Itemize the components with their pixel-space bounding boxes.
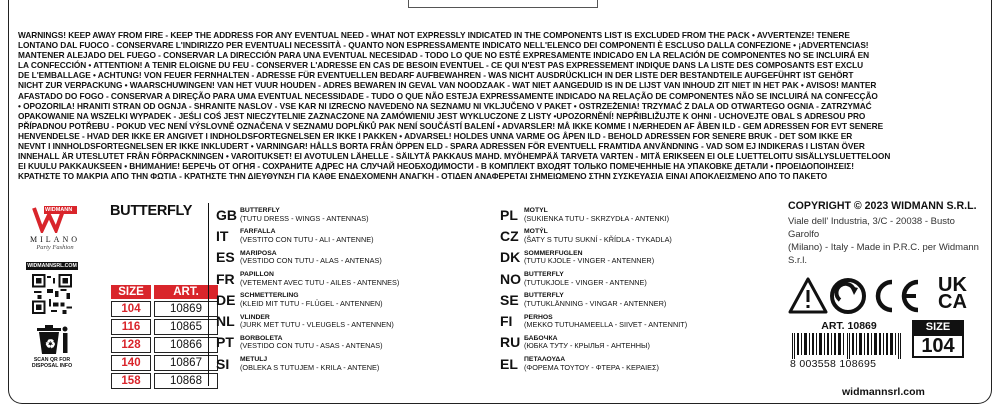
art-column-header: ART. — [154, 285, 218, 299]
language-code: SE — [500, 291, 519, 308]
scan-text-line-2: DISPOSAL INFO — [31, 363, 73, 369]
ean-number: 8 003558 108695 — [790, 358, 877, 370]
ce-mark-icon — [878, 282, 918, 310]
brand-block — [22, 205, 88, 251]
language-row — [216, 310, 476, 331]
language-row — [216, 247, 476, 268]
language-row — [500, 310, 760, 331]
language-desc: (VESTITO CON TUTU - ALI - ANTENNE) — [240, 234, 374, 244]
qr-code-icon[interactable] — [32, 274, 72, 314]
language-row — [216, 353, 476, 374]
language-row — [500, 204, 760, 225]
brand-tagline: Party Fashion — [36, 244, 74, 251]
size-box-value: 104 — [912, 334, 964, 358]
recycle-loop-icon — [832, 280, 864, 312]
language-desc: (KLEID MIT TUTU - FLÜGEL - ANTENNEN) — [240, 298, 383, 308]
svg-text:♻: ♻ — [45, 337, 56, 351]
warning-line: MANTENER ALEJADO DEL FUEGO - CONSERVAR LA DIRECCIÓN PARA UNA EVENTUAL NECESIDAD - TODO LO QUE NO ESTÉ EXPRESAMENTE INDICADO EN LA RELACIÓN DE COMPONENTES NO SE INCLUIRÁ EN — [18, 50, 870, 61]
art-cell: 10869 — [154, 301, 218, 317]
size-cell: 140 — [111, 355, 151, 371]
language-row — [216, 268, 476, 289]
art-cell: 10866 — [154, 337, 218, 353]
language-desc: (VESTIDO CON TUTU - ASAS - ANTENAS) — [240, 341, 383, 351]
scan-qr-text — [26, 357, 78, 369]
language-row — [500, 225, 760, 246]
warning-line: LONTANO DAL FUOCO - CONSERVARE L'INDIRIZZO PER EVENTUALI NECESSITÀ - QUANTO NON ESPRESSAMENTE INDICATO NELL'ELENCO DEI COMPONENTI È ESCLUSO DALLA CONFEZIONE • ¡ADVERTENCIAS! — [18, 40, 869, 51]
copyright-text: COPYRIGHT © 2023 WIDMANN S.R.L. — [788, 200, 977, 212]
table-row — [111, 373, 218, 389]
language-row — [216, 204, 476, 225]
art-number: ART. 10869 — [821, 320, 877, 332]
size-cell: 104 — [111, 301, 151, 317]
company-block — [788, 200, 984, 398]
language-row — [500, 353, 760, 374]
language-desc: (VESTIDO CON TUTU - ALAS - ANTENAS) — [240, 256, 382, 266]
language-code: PL — [500, 206, 518, 223]
size-cell: 158 — [111, 373, 151, 389]
top-notch — [408, 0, 598, 8]
language-name: BORBOLETA — [240, 334, 283, 342]
warning-line: WARNINGS! KEEP AWAY FROM FIRE - KEEP THE ADDRESS FOR ANY EVENTUAL NEED - WHAT NOT EXPRESSLY INDICATED IN THE COMPONENTS LIST IS EXCLUDED FROM THE PACK • AVVERTENZE! TENERE — [18, 30, 850, 40]
language-name: MOTYL — [524, 207, 548, 215]
language-code: NO — [500, 270, 521, 287]
warning-line: NEVNT I INNHOLDSFORTEGNELSEN ER IKKE INKLUDERT • VARNINGAR! HÅLLS BORTA FRÅN ÖPPEN ELD - SPARA ADRESSEN FÖR EVENTUELL FRAMTIDA ANVÄNDNING - VAD SOM EJ INDIKERAS I LISTAN ÖVER — [18, 141, 865, 152]
language-name: METULJ — [240, 356, 268, 364]
size-cell: 116 — [111, 319, 151, 335]
language-name: PAPILLON — [240, 271, 274, 279]
language-row — [500, 268, 760, 289]
language-name: БАБОЧКА — [524, 334, 558, 342]
ukca-bottom: CA — [938, 291, 967, 313]
qr-block — [26, 262, 78, 369]
language-code: PT — [216, 334, 234, 351]
language-name: PERHOS — [524, 313, 553, 321]
warning-line: • OPOZORILA! HRANITI STRAN OD OGNJA - SHRANITE NASLOV - VSE KAR NI IZRECNO NAVEDENO NA SEZNAMU NI VKLJUČENO V PAKET • OSTRZEŻENIA! TRZYMAĆ Z DALA OD OTWARTEGO OGNIA - ZATRZYMAĆ — [18, 100, 872, 111]
language-code: NL — [216, 313, 235, 330]
warning-line: OPAKOWANIE NA WSZELKI WYPADEK - JEŚLI COŚ JEST NIECZYTELNIE ZAZNACZONE NA ZAMÓWIENIU JEST WYKLUCZONE Z LISTY •UPOZORNĚNÍ! NEPŘIBLIŽUJTE K OHNI - UCHOVEJTE OBAL S ADRESOU PRO — [18, 110, 866, 121]
language-name: SCHMETTERLING — [240, 292, 299, 300]
warning-line: DE L'EMBALLAGE • ACHTUNG! VON FEUER FERNHALTEN - ADRESSE FÜR EVENTUELLEN BEDARF AUFBEWAHREN - WAS NICHT AUSDRÜCKLICH IN DER LISTE DER BESTANDTEILE AUFGEFÜHRT IST GEHÖRT — [18, 70, 854, 81]
language-desc: (VETEMENT AVEC TUTU - AILES - ANTENNES) — [240, 277, 400, 287]
logo-text: WIDMANN — [45, 207, 73, 213]
table-row — [111, 319, 218, 335]
warning-line: AFASTADO DO FOGO - CONSERVAR A DIREÇÃO PARA UMA EVENTUAL NECESSIDADE - TUDO O QUE NÃO ESTEJA EXPRESSAMENTE INDICADO NA RELAÇÃO DE COMPONENTES NÃO SE INCLUIRÁ NA CONFECÇÃO — [18, 90, 878, 101]
language-code: ES — [216, 249, 235, 266]
size-box-label: SIZE — [912, 320, 964, 334]
language-code: GB — [216, 206, 237, 223]
address-line-2: (Milano) - Italy - Made in P.R.C. per Widmann S.r.l. — [788, 242, 979, 266]
language-desc: (ΦΟΡΕΜΑ ΤΟΥΤΟΥ - ΦΤΕΡΑ - ΚΕΡΑΙΕΣ) — [524, 362, 659, 372]
language-code: FI — [500, 313, 513, 330]
ukca-mark — [938, 274, 978, 313]
language-name: SOMMERFUGLEN — [524, 249, 583, 257]
language-row — [216, 225, 476, 246]
language-code: SI — [216, 355, 230, 372]
barcode-icon — [790, 333, 908, 359]
language-desc: (MEKKO TUTUHAMEELLA - SIIVET - ANTENNIT) — [524, 320, 688, 330]
warning-line: LA CONFECCIÓN • ATTENTION! A TENIR ELOIGNE DU FEU - CONSERVER L'ADRESSE EN CAS DE BESOIN EVENTUEL - CE QUI N'EST PAS EXPRESSEMENT INDIQUE DANS LA LISTE DES COMPOSANTS EST EXCLU — [18, 60, 864, 71]
language-row — [500, 247, 760, 268]
warning-line: INNEHALL ÄR UTESLUTET FRÅN FÖRPACKNINGEN • VAROITUKSET! EI AVOTULEN LÄHELLE - SÄILYTÄ PAKKAUS MAHD. MYÖHEMPÄÄ TARVETA VARTEN - MITÄ ERIKSEEN EI OLE LUETTELOITU SISÄLLYSLUETTELOON — [18, 151, 891, 162]
language-row — [216, 332, 476, 353]
language-desc: (ŠATY S TUTU SUKNÍ - KŘÍDLA - TYKADLA) — [524, 234, 672, 244]
language-row — [216, 289, 476, 310]
language-name: BUTTERFLY — [524, 292, 564, 300]
language-desc: (SUKIENKA TUTU - SKRZYDŁA - ANTENKI) — [524, 213, 670, 223]
language-code: FR — [216, 270, 235, 287]
warnings-text-block — [18, 30, 982, 181]
disposal-bin-icon — [34, 320, 70, 356]
language-desc: (TUTUKJOLE - VINGER - ANTENNE) — [524, 277, 647, 287]
warning-line: HENVENDELSE - HVAD DER IKKE ER ANGIVET I INDHOLDSFORTEGNELSEN ER IKKE I PAKKEN • ADVARSEL! HOLDES UNNA VARME OG ÅPEN ILD - BEHOLD ADRESSEN FOR SENERE BRUK - DET SOM IKKE ER — [18, 130, 853, 141]
table-row — [111, 355, 218, 371]
address-line-1: Viale dell' Industria, 3/C - 20038 - Busto Garolfo — [788, 216, 955, 240]
product-name: BUTTERFLY — [110, 203, 193, 219]
language-desc: (OBLEKA S TUTUJEM - KRILA - ANTENE) — [240, 362, 380, 372]
table-row — [111, 337, 218, 353]
language-desc: (TUTU DRESS - WINGS - ANTENNAS) — [240, 213, 369, 223]
language-name: ΠΕΤΑΛΟΥΔΑ — [524, 356, 566, 364]
language-name: VLINDER — [240, 313, 270, 321]
language-desc: (ЮБКА ТУТУ - КРЫЛЬЯ - АНТЕННЫ) — [524, 341, 650, 351]
qr-url: WIDMANNSRL.COM — [27, 263, 77, 269]
warning-line: PŘÍPADNOU POTŘEBU - POKUD VEC NENÍ VÝSLOVNĚ OZNAČENA V SEZNAMU DOPLŇKŮ PAK NENÍ SOUČÁSTÍ BALENÍ • ADVARSLER! MÅ IKKE KOMME I NÆRHEDEN AF ÅBEN ILD - GEM ADRESSEN FOR EVT SENERE — [18, 120, 884, 131]
warning-line: NICHT ZUR VERPACKUNG • WAARSCHUWINGEN! VAN HET VUUR HOUDEN - ADRES BEWAREN IN GEVAL VAN NOODZAAK - WAT NIET AANGEDUID IS IN DE LIJST VAN INHOUD ZIT NIET IN HET PAK • AVISOS! MANTER — [18, 80, 877, 91]
barcode-block — [790, 320, 908, 370]
warning-line: ΚΡΑΤΗΣΤΕ ΤΟ ΜΑΚΡΙΑ ΑΠΟ ΤΗΝ ΦΩΤΙΑ - ΚΡΑΤΗΣΤΕ ΤΗΝ ΔΙΕΥΘΥΝΣΗ ΓΙΑ ΚΑΘΕ ΕΝΔΕΧΟΜΕΝΗ ΑΝΑΓΚΗ - ΟΤΙΔΕΝ ΑΝΑΦΕΡΕΤΑΙ ΣΗΜΕΙΩΜΕΝΟ ΣΤΗΝ ΣΥΣΚΕΥΑΣΙΑ ΕΙΝΑΙ ΑΠΟΚΛΕΙΣΜΕΝΟ ΑΠΟ ΤΟ ΠΑΚΕΤΟ — [18, 171, 828, 182]
language-name: BUTTERFLY — [240, 207, 280, 215]
ukca-top: UK — [938, 274, 967, 296]
table-row — [111, 301, 218, 317]
website-link[interactable]: widmannsrl.com — [842, 386, 925, 398]
art-cell: 10868 — [154, 373, 218, 389]
language-name: BUTTERFLY — [524, 271, 564, 279]
warning-line: EI KUULU PAKKAUKSEEN • ВНИМАНИЕ! БЕРЕЧЬ ОТ ОГНЯ - СОХРАНИТЕ АДРЕС НА СЛУЧАЙ НЕОБХОДИМОСТИ - В КОМПЛЕКТ ВХОДЯТ ТОЛЬКО ПОМЕЧЕННЫЕ НА УПАКОВКЕ ДЕТАЛИ • ΠΡΟΕΙΔΟΠΟΙΗΣΕΙΣ! — [18, 161, 854, 172]
languages-left — [216, 204, 476, 374]
language-desc: (TUTUKLÄNNING - VINGAR - ANTENNER) — [524, 298, 667, 308]
language-desc: (TUTU KJOLE - VINGER - ANTENNER) — [524, 256, 655, 266]
language-row — [500, 289, 760, 310]
language-code: DK — [500, 249, 521, 266]
art-cell: 10865 — [154, 319, 218, 335]
language-code: EL — [500, 355, 518, 372]
language-code: IT — [216, 227, 229, 244]
warning-triangle-icon — [790, 279, 826, 312]
size-box — [912, 320, 964, 358]
art-cell: 10867 — [154, 355, 218, 371]
column-divider — [208, 203, 209, 386]
widmann-logo — [32, 205, 78, 233]
language-name: MOTÝL — [524, 228, 548, 236]
language-name: MARIPOSA — [240, 249, 277, 257]
languages-right — [500, 204, 760, 374]
language-name: FARFALLA — [240, 228, 276, 236]
language-desc: (JURK MET TUTU - VLEUGELS - ANTENNEN) — [240, 320, 394, 330]
brand-city: MILANO — [30, 235, 80, 244]
scan-text-line-1: SCAN QR FOR — [33, 357, 71, 363]
language-row — [500, 332, 760, 353]
language-code: DE — [216, 291, 236, 308]
language-code: RU — [500, 334, 521, 351]
size-column-header: SIZE — [111, 285, 151, 299]
size-cell: 128 — [111, 337, 151, 353]
language-code: CZ — [500, 227, 519, 244]
size-table — [108, 283, 221, 391]
